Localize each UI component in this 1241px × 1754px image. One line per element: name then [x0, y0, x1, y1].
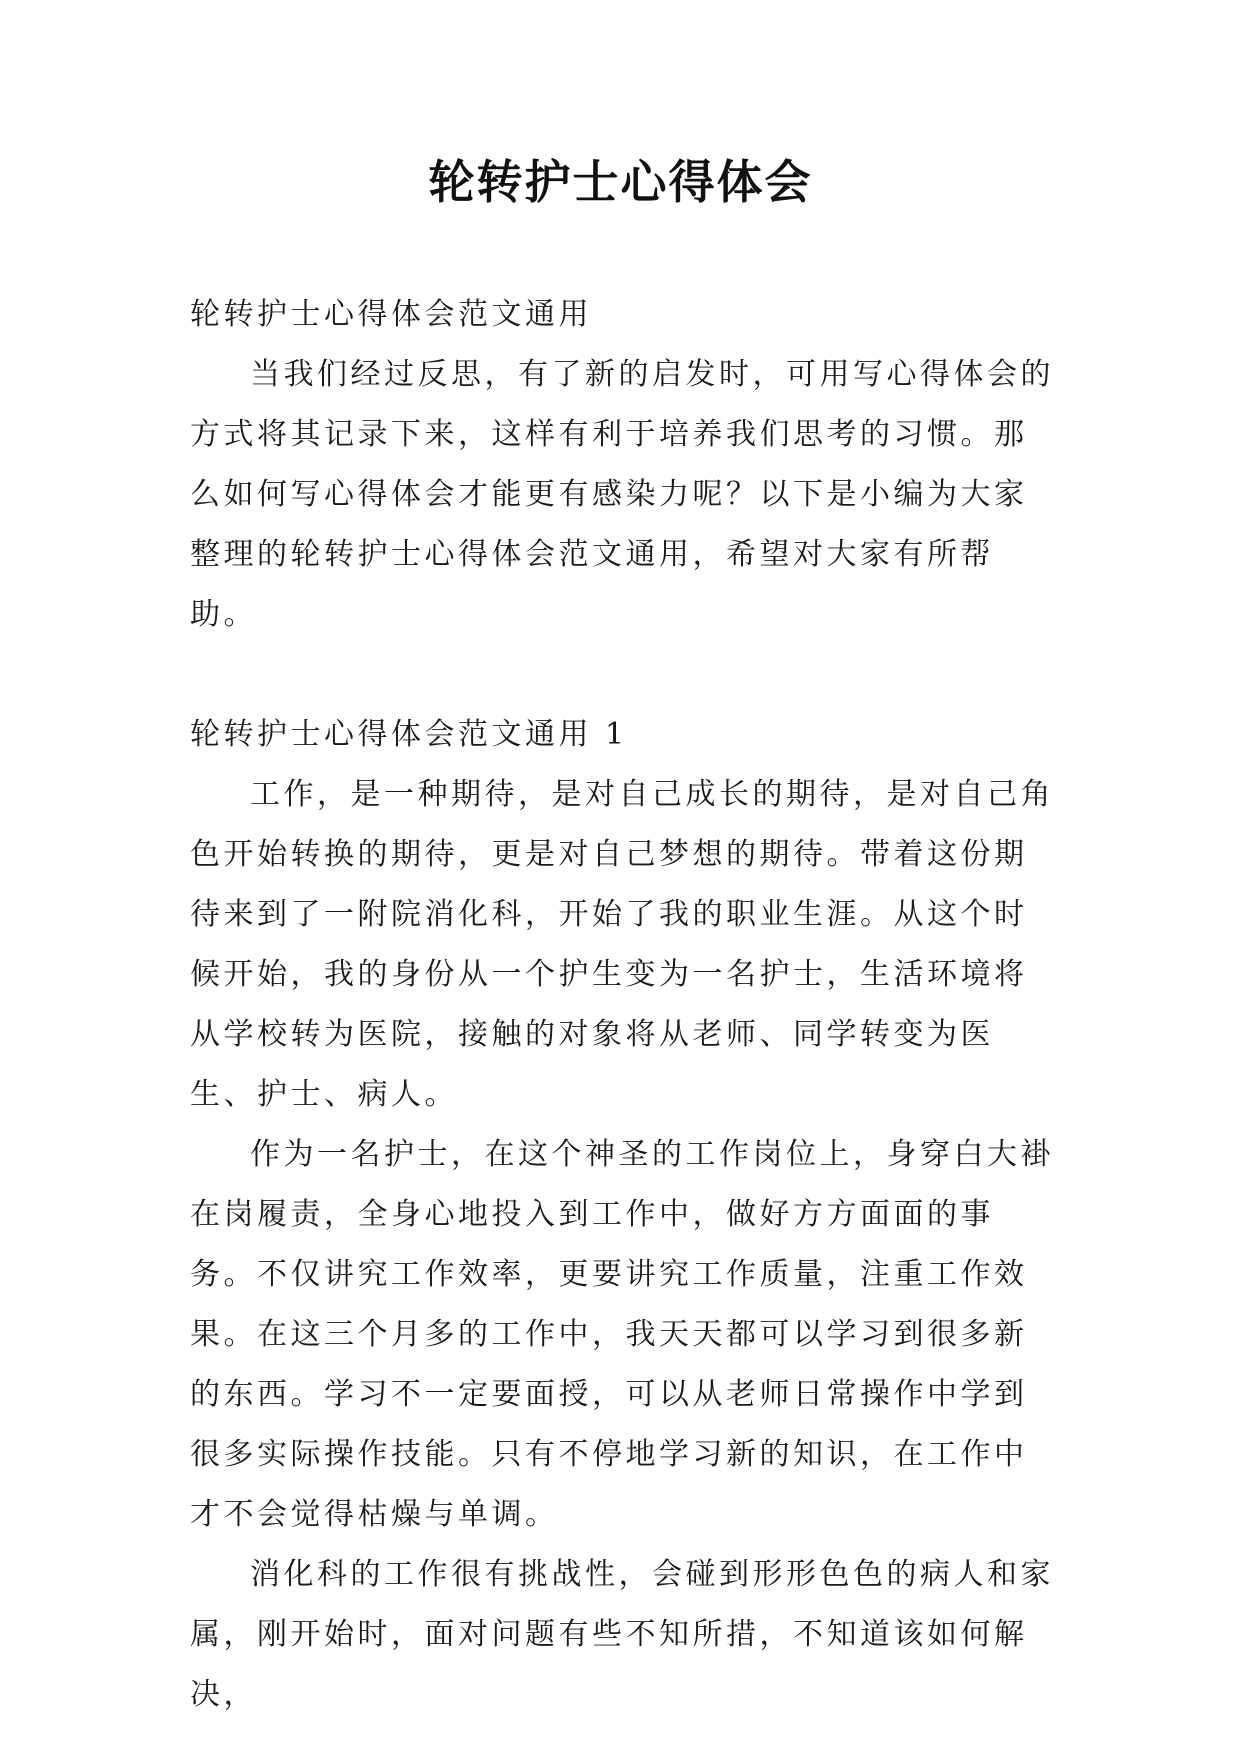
document-body [190, 285, 1060, 1725]
intro-heading: 轮转护士心得体会范文通用 [190, 297, 592, 332]
section1-paragraph-1: 工作，是一种期待，是对自己成长的期待，是对自己角色开始转换的期待，更是对自己梦想的期待。带着这份期待来到了一附院消化科，开始了我的职业生涯。从这个时候开始，我的身份从一个护生变为一名护士，生活环境将从学校转为医院，接触的对象将从老师、同学转变为医生、护士、病人。 [190, 777, 1054, 1112]
section1-paragraph-2: 作为一名护士，在这个神圣的工作岗位上，身穿白大褂在岗履责，全身心地投入到工作中，做好方方面面的事务。不仅讲究工作效率，更要讲究工作质量，注重工作效果。在这三个月多的工作中，我天天都可以学习到很多新的东西。学习不一定要面授，可以从老师日常操作中学到很多实际操作技能。只有不停地学习新的知识，在工作中才不会觉得枯燥与单调。 [190, 1137, 1054, 1532]
intro-paragraph: 当我们经过反思，有了新的启发时，可用写心得体会的方式将其记录下来，这样有利于培养我们思考的习惯。那么如何写心得体会才能更有感染力呢？以下是小编为大家整理的轮转护士心得体会范文通用，希望对大家有所帮助。 [190, 357, 1054, 632]
section-spacer [190, 645, 1060, 705]
section1-heading: 轮转护士心得体会范文通用 1 [190, 717, 628, 752]
section1-paragraph-3: 消化科的工作很有挑战性，会碰到形形色色的病人和家属，刚开始时，面对问题有些不知所措，不知道该如何解决， [190, 1557, 1054, 1712]
document-title: 轮转护士心得体会 [428, 155, 813, 209]
